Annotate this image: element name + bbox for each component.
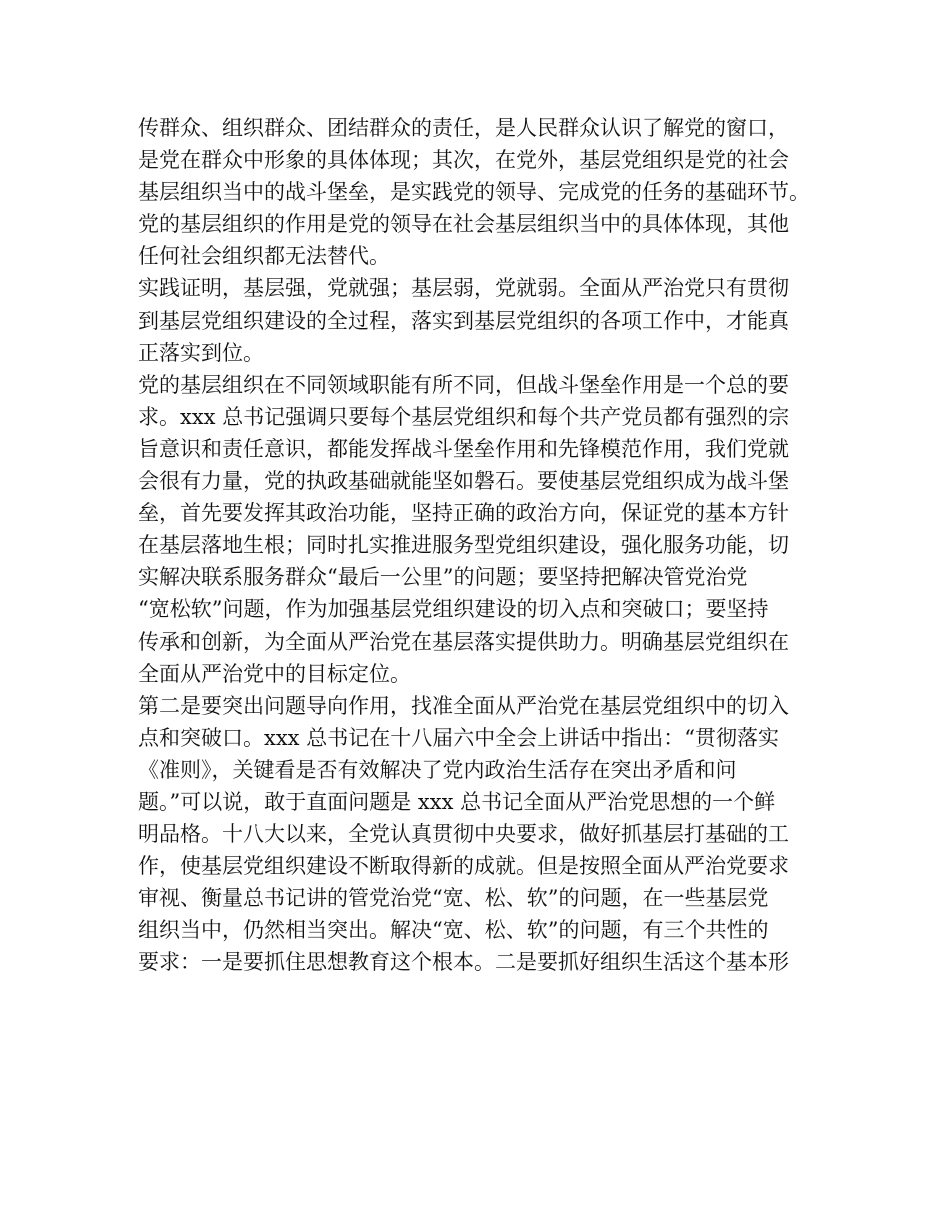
text-line: 明品格。十八大以来，全党认真贯彻中央要求，做好抓基层打基础的工 bbox=[138, 822, 789, 847]
text-line: 党的基层组织在不同领域职能有所不同，但战斗堡垒作用是一个总的要 bbox=[138, 372, 789, 397]
text-line: 审视、衡量总书记讲的管党治党“宽、松、软”的问题，在一些基层党 bbox=[138, 886, 769, 911]
text-line: 基层组织当中的战斗堡垒，是实践党的领导、完成党的任务的基础环节。 bbox=[138, 180, 810, 205]
text-line: 题。”可以说，敢于直面问题是 xxx 总书记全面从严治党思想的一个鲜 bbox=[138, 789, 776, 814]
text-line: 传群众、组织群众、团结群众的责任，是人民群众认识了解党的窗口， bbox=[138, 116, 789, 140]
text-line: 任何社会组织都无法替代。 bbox=[138, 244, 390, 269]
text-line: 实解决联系服务群众“最后一公里”的问题；要坚持把解决管党治党 bbox=[138, 565, 748, 590]
text-line: 垒，首先要发挥其政治功能，坚持正确的政治方向，保证党的基本方针 bbox=[138, 501, 789, 526]
text-line: “宽松软”问题，作为加强基层党组织建设的切入点和突破口；要坚持 bbox=[138, 597, 769, 622]
text-line: 党的基层组织的作用是党的领导在社会基层组织当中的具体体现，其他 bbox=[138, 212, 789, 237]
text-line: 会很有力量，党的执政基础就能坚如磐石。要使基层党组织成为战斗堡 bbox=[138, 469, 789, 494]
text-line: 传承和创新，为全面从严治党在基层落实提供助力。明确基层党组织在 bbox=[138, 629, 789, 654]
text-line: 到基层党组织建设的全过程，落实到基层党组织的各项工作中，才能真 bbox=[138, 308, 789, 333]
text-line: 组织当中，仍然相当突出。解决“宽、松、软”的问题，有三个共性的 bbox=[138, 918, 769, 943]
text-line: 《准则》，关键看是否有效解决了党内政治生活存在突出矛盾和问 bbox=[138, 757, 737, 782]
text-line: 正落实到位。 bbox=[138, 340, 264, 365]
text-line: 要求：一是要抓住思想教育这个根本。二是要抓好组织生活这个基本形 bbox=[138, 950, 789, 975]
text-line: 旨意识和责任意识，都能发挥战斗堡垒作用和先锋模范作用，我们党就 bbox=[138, 436, 789, 461]
text-line: 全面从严治党中的目标定位。 bbox=[138, 661, 411, 686]
text-line: 在基层落地生根；同时扎实推进服务型党组织建设，强化服务功能，切 bbox=[138, 533, 789, 558]
text-line: 作，使基层党组织建设不断取得新的成就。但是按照全面从严治党要求 bbox=[138, 854, 789, 879]
text-line: 点和突破口。xxx 总书记在十八届六中全会上讲话中指出：“贯彻落实 bbox=[138, 725, 779, 750]
text-line: 第二是要突出问题导向作用，找准全面从严治党在基层党组织中的切入 bbox=[138, 693, 789, 718]
text-line: 是党在群众中形象的具体体现；其次，在党外，基层党组织是党的社会 bbox=[138, 148, 789, 173]
body-text bbox=[138, 112, 838, 979]
text-line: 求。xxx 总书记强调只要每个基层党组织和每个共产党员都有强烈的宗 bbox=[138, 404, 790, 429]
text-line: 实践证明，基层强，党就强；基层弱，党就弱。全面从严治党只有贯彻 bbox=[138, 276, 789, 301]
